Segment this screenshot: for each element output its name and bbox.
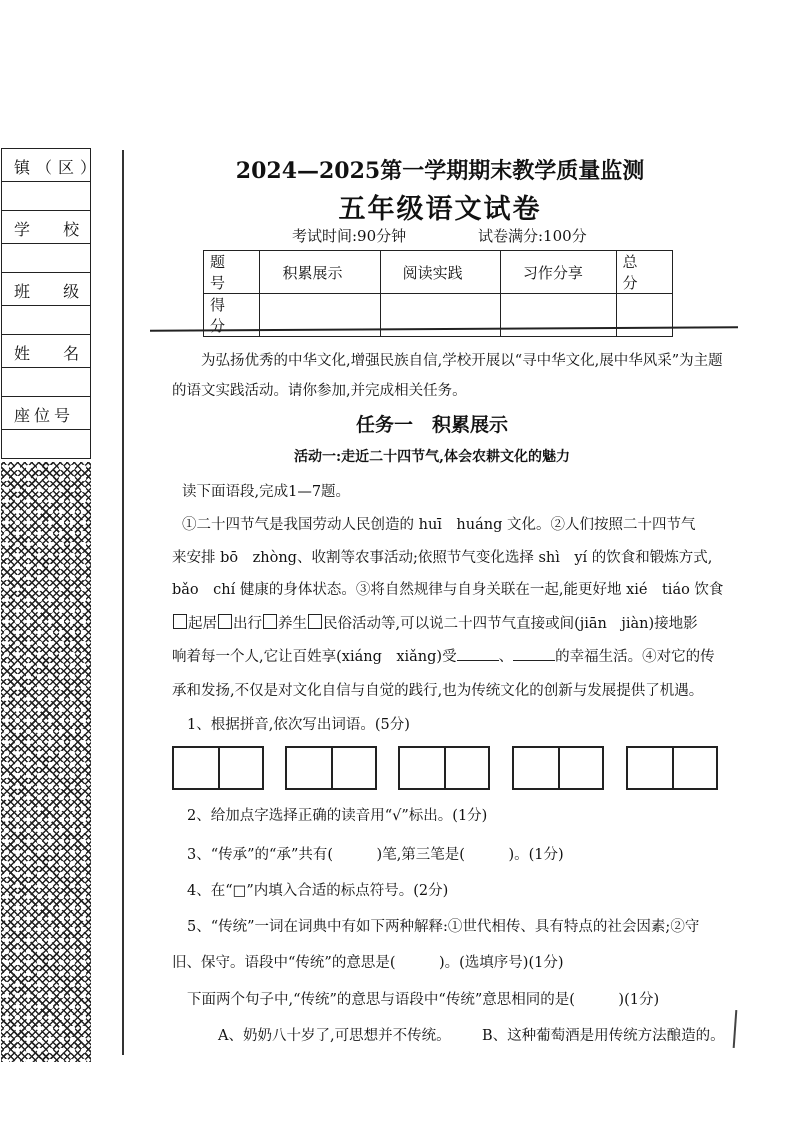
row-header: 题 号	[204, 251, 260, 294]
answer-blank[interactable]	[457, 648, 499, 661]
passage-text: 响着每一个人,它让百姓享(xiáng xiǎng)受	[172, 649, 457, 665]
column-header: 习作分享	[500, 251, 616, 294]
field-town	[1, 148, 103, 210]
activity-title: 活动一:走近二十四节气,体会农耕文化的魅力	[293, 449, 571, 465]
punctuation-box[interactable]	[173, 614, 187, 629]
exam-time: 考试时间:90分钟	[292, 227, 407, 245]
exam-subtitle: 五年级语文试卷	[338, 194, 542, 225]
question-5: 5、“传统”一词在词典中有如下两种解释:①世代相传、具有特点的社会因素;②守	[187, 919, 700, 935]
punctuation-box[interactable]	[218, 614, 232, 629]
field-label: 学 校	[14, 220, 94, 239]
score-table-header-row	[204, 251, 673, 294]
punctuation-box[interactable]	[263, 614, 277, 629]
full-score: 试卷满分:100分	[478, 227, 587, 245]
score-cell[interactable]	[500, 294, 616, 337]
passage-text: 出行	[233, 616, 262, 632]
field-school	[1, 210, 94, 272]
field-label: 姓 名	[14, 344, 94, 363]
passage-text: 的幸福生活。④对它的传	[555, 649, 715, 665]
field-fill-line[interactable]	[2, 367, 90, 368]
score-table	[203, 250, 673, 337]
passage-text: 起居	[188, 616, 217, 632]
field-label: 镇（区）	[14, 158, 103, 177]
passage-line: 承和发扬,不仅是对文化自信与自觉的践行,也为传统文化的创新与发展提供了机遇。	[172, 683, 704, 699]
question-2: 2、给加点字选择正确的读音用“√”标出。(1分)	[187, 808, 488, 824]
passage-line: bǎo chí 健康的身体状态。③将自然规律与自身关联在一起,能更好地 xié tiáo 饮食	[172, 582, 724, 598]
intro-paragraph: 为弘扬优秀的中华文化,增强民族自信,学校开展以“寻中华文化,展中华风采”为主题的语文实践活动。请你参加,并完成相关任务。	[172, 353, 723, 399]
column-header: 积累展示	[260, 251, 380, 294]
column-header: 阅读实践	[380, 251, 500, 294]
instruction: 读下面语段,完成1—7题。	[182, 484, 351, 500]
field-label: 班 级	[14, 282, 94, 301]
field-fill-line[interactable]	[2, 429, 90, 430]
student-info-strip	[1, 148, 103, 459]
field-name	[1, 334, 94, 396]
score-label: 得 分	[204, 294, 260, 337]
field-label: 座位号	[14, 406, 75, 425]
punctuation-box[interactable]	[308, 614, 322, 629]
field-seat	[1, 396, 91, 459]
question-5-followup: 下面两个句子中,“传统”的意思与语段中“传统”意思相同的是( )(1分)	[187, 992, 660, 1008]
field-fill-line[interactable]	[2, 243, 90, 244]
question-5-continued: 旧、保守。语段中“传统”的意思是( )。(选填序号)(1分)	[172, 955, 564, 971]
column-header: 总 分	[616, 251, 672, 294]
passage-text: 养生	[278, 616, 307, 632]
field-fill-line[interactable]	[2, 305, 90, 306]
question-4: 4、在“□”内填入合适的标点符号。(2分)	[187, 883, 449, 899]
field-fill-line[interactable]	[2, 181, 90, 182]
binding-line	[122, 150, 124, 1055]
answer-grid[interactable]	[512, 746, 604, 790]
field-class	[1, 272, 94, 334]
answer-blank[interactable]	[513, 648, 555, 661]
answer-grid[interactable]	[285, 746, 377, 790]
binding-pattern	[1, 462, 91, 1062]
passage-line	[172, 645, 732, 666]
passage-text: 、	[498, 649, 514, 665]
question-3: 3、“传承”的“承”共有( )笔,第三笔是( )。(1分)	[187, 847, 564, 863]
option-b: B、这种葡萄酒是用传统方法酿造的。	[482, 1028, 725, 1044]
answer-grid[interactable]	[398, 746, 490, 790]
passage-line	[172, 612, 732, 633]
passage-text: 民俗活动等,可以说二十四节气直接或间(jiān jiàn)接地影	[323, 616, 698, 632]
option-a: A、奶奶八十岁了,可思想并不传统。	[218, 1028, 451, 1044]
score-cell[interactable]	[616, 294, 672, 337]
passage-line: 来安排 bō zhòng、收割等农事活动;依照节气变化选择 shì yí 的饮食和锻炼方式,	[172, 550, 713, 566]
task-title: 任务一 积累展示	[355, 414, 508, 436]
answer-grid[interactable]	[172, 746, 264, 790]
passage-line: ①二十四节气是我国劳动人民创造的 huī huáng 文化。②人们按照二十四节气	[182, 517, 696, 533]
exam-title: 2024—2025第一学期期末教学质量监测	[235, 158, 645, 184]
question-1: 1、根据拼音,依次写出词语。(5分)	[187, 717, 410, 733]
answer-grid[interactable]	[626, 746, 718, 790]
